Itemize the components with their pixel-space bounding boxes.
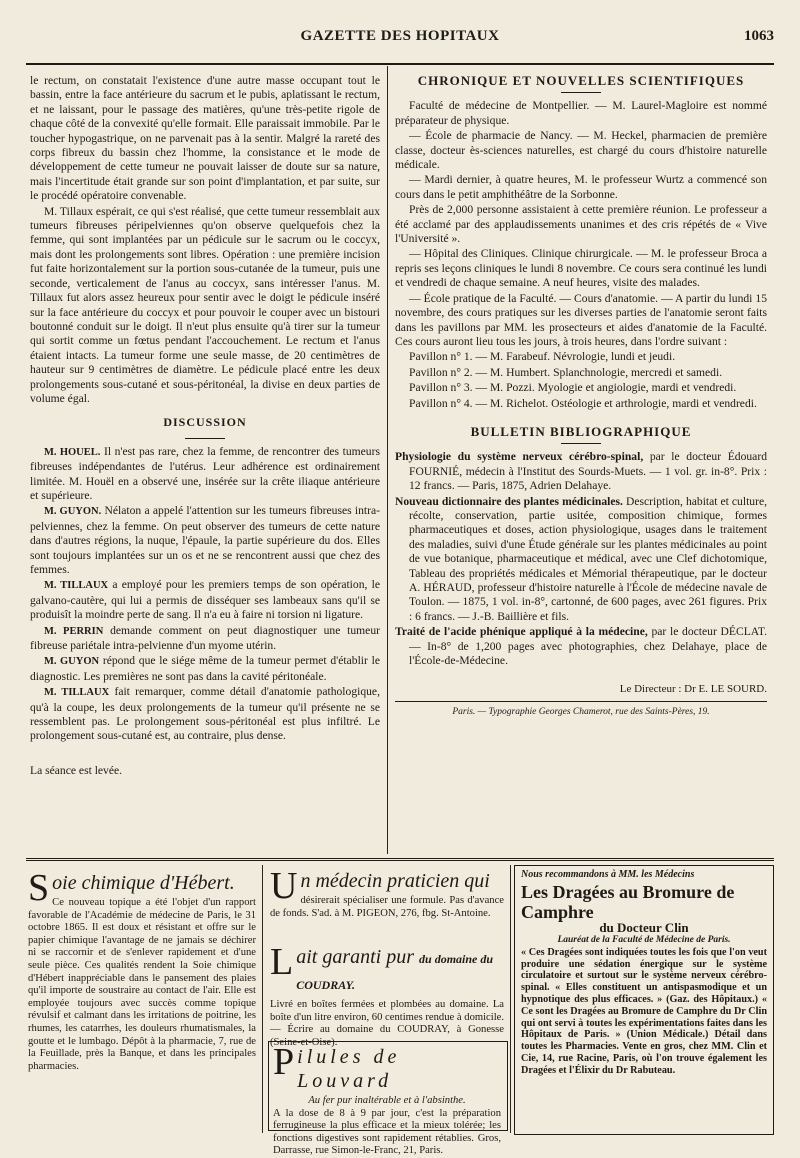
- news-item: Près de 2,000 personne assistaient à cette première réunion. Le professeur a été acclamé par des applaudissements unanimes et des cris répétés de « Vive l'Université ».: [395, 203, 767, 246]
- drop-cap: L: [270, 941, 294, 983]
- bibliography-entry: [395, 450, 767, 493]
- ad-pilules-louvard: [268, 1041, 508, 1157]
- article-paragraph: le rectum, on constatait l'existence d'une autre masse occupant tout le bassin, entre la face antérieure du sacrum et le pubis, aplatissant le rectum, et ne laissant, pour le passage des matières, qu'une très-petite rigole de chaque côté de la convexité qu'elle formait. Elle paraissait immobile. Par le toucher hypogastrique, on ne parvenait pas à la sentir. Malgré la rareté des corps fibreux du bassin chez l'homme, la consistance et le mode de développement de cette tumeur ne pouvait laisser de doute sur sa nature, mais l'incertitude était grande sur son point d'implantation, et par suite, sur le procédé opératoire convenable.: [30, 74, 380, 203]
- ad-divider: [262, 865, 263, 1133]
- ad-text: Ce nouveau topique a été l'objet d'un rapport favorable de l'Académie de médecine de Paris, le 31 octobre 1865. Il est doux et résistant et offre sur le papier chimique l'avantage de ne jamais se déchirer ni se raccornir et de s'enlever rapidement et d'une seule pièce. Ces qualités rendent la Soie chimique d'Hébert inappréciable dans le pansement des plaies qu'il importe de soustraire au contact de l'air. Elle est employée toujours avec succès comme topique révulsif et calmant dans les irritations de poitrine, les rhumes, les catarrhes, les douleurs rhumatismales, la goutte et le lumbago. Dépôt à la pharmacie, 7, rue de la Feuillade, près la Banque, et dans les principales pharmacies.: [28, 897, 256, 1072]
- book-title: Traité de l'acide phénique appliqué à la médecine,: [395, 625, 648, 639]
- book-title: Physiologie du système nerveux cérébro-spinal,: [395, 450, 644, 464]
- ad-title: Un médecin praticien qui: [270, 865, 490, 907]
- drop-cap: P: [273, 1041, 295, 1083]
- news-item: — École de pharmacie de Nancy. — M. Heckel, pharmacien de première classe, docteur ès-sciences naturelles, est chargé du cours d'histoire naturelle médicale.: [395, 129, 767, 172]
- book-details: Description, habitat et culture, récolte, conservation, partie usitée, composition chimique, formes pharmaceutiques et doses, action physiologique, usages dans le traitement des maladies, suivi d'une Étude générale sur les plantes médicinales au point de vue botanique, pharmaceutique et médical, avec une Clef dichotomique, Tableau des propriétés médicales et Mémorial thérapeutique, par le docteur A. HÉRAUD, professeur d'histoire naturelle à l'École de médecine navale de Toulon. — 1875, 1 vol. in-8°, cartonné, de 600 pages, avec 261 figures. Prix : 6 francs. — J.-B. Baillière et fils.: [409, 494, 767, 623]
- ad-text: désirerait spécialiser une formule. Pas d'avance de fonds. S'ad. à M. PIGEON, 276, fbg. St-Antoine.: [270, 895, 504, 919]
- heading-rule: [185, 438, 225, 439]
- heading-rule: [561, 92, 601, 93]
- ad-text: « Ces Dragées sont indiquées toutes les fois que l'on veut produire une sédation énergique sur le système circulatoire et surtout sur le système nerveux cérébro-spinal. « Elles constituent un antispasmodique et un hypnotique des plus efficaces. » (Gaz. des Hôpitaux.) « Ce sont les Dragées au Bromure de Camphre du Dr Clin qui ont servi à toutes les expérimentations faites dans les Hôpitaux de Paris. » (Union Médicale.) Détail dans toutes les Pharmacies. Vente en gros, chez MM. Clin et Cie, 14, rue Racine, Paris, où l'on trouve également les Dragées et l'Élixir du Dr Rabuteau.: [521, 946, 767, 1076]
- discussion-entry: [30, 685, 380, 744]
- article-paragraph: M. Tillaux espérait, ce qui s'est réalisé, que cette tumeur ressemblait aux tumeurs fibreuses péripelviennes qu'on observe quelquefois chez la femme, qui sont implantées par un pédicule sur le sacrum ou le coccyx, mais dont les prolongements sont libres. Opération : une première incision fut faite horizontalement sur la portion sous-cutanée de la tumeur, puis une seconde, verticalement de l'anus au coccyx, sans intéresser l'anus. M. Tillaux fut alors assez heureux pour sentir avec le doigt le pédicule inséré sur la face antérieure du coccyx et pour pouvoir le couper avec un bistouri boutonné conduit sur le doigt. Il n'eut plus ensuite qu'à tirer sur la tumeur qui sortit comme un fœtus pendant l'accouchement. Le rectum et l'anus étaient intacts. La tumeur forme une seule masse, de 20 centimètres de hauteur sur 9 centimètres de diamètre. Le pédicule placé entre les deux prolongements sous-cutané et sous-péritonéal, la divise en deux parties de volume égal.: [30, 204, 380, 405]
- speaker-name: M. TILLAUX: [44, 687, 110, 699]
- discussion-entry: [30, 654, 380, 684]
- pavilion-item: Pavillon n° 3. — M. Pozzi. Myologie et angiologie, mardi et vendredi.: [409, 381, 737, 395]
- speaker-name: M. GUYON: [44, 656, 100, 668]
- speaker-text: fait remarquer, comme détail d'anatomie pathologique, qu'à la coupe, les deux prolongements de la tumeur qu'il présente ne se ressemblent pas. Le prolongement sous-péritonéal est plus infiltré. Le prolongement sous-cutané est, au contraire, plus dense.: [30, 685, 380, 743]
- ad-recommendation: Nous recommandons à MM. les Médecins: [521, 869, 695, 880]
- bibliography-entry: [395, 625, 767, 668]
- drop-cap: S: [28, 867, 50, 909]
- advertisements-band: [26, 858, 774, 1157]
- right-column: [395, 74, 767, 719]
- speaker-text: répond que le siége même de la tumeur permet d'établir le diagnostic. Les premières ne sont pas dans la cavité péritonéale.: [30, 654, 380, 683]
- speaker-text: demande comment on peut diagnostiquer une tumeur fibreuse pariétale intra-pelvienne d'un myome utérin.: [30, 623, 380, 653]
- discussion-entry: [30, 578, 380, 622]
- ad-subtitle: du Docteur Clin: [599, 919, 689, 935]
- ad-divider: [510, 865, 511, 1133]
- running-title: GAZETTE DES HOPITAUX: [300, 28, 500, 44]
- news-item: Faculté de médecine de Montpellier. — M. Laurel-Magloire est nommé préparateur de physique.: [395, 99, 767, 127]
- speaker-name: M. PERRIN: [44, 625, 104, 637]
- ad-title: Les Dragées au Bromure de Camphre: [521, 881, 735, 922]
- speaker-name: M. GUYON.: [44, 506, 102, 518]
- chronique-heading: CHRONIQUE ET NOUVELLES SCIENTIFIQUES: [417, 73, 745, 88]
- ad-subtitle: Au fer pur inaltérable et à l'absinthe.: [308, 1095, 466, 1106]
- page-header: [26, 28, 774, 62]
- header-rule: [26, 63, 774, 65]
- ad-title: Pilules de Louvard: [273, 1041, 401, 1092]
- book-title: Nouveau dictionnaire des plantes médicinales.: [395, 494, 623, 508]
- ad-laureat: Lauréat de la Faculté de Médecine de Paris.: [557, 935, 731, 946]
- speaker-text: Il n'est pas rare, chez la femme, de rencontrer des tumeurs fibreuses indépendantes de l'utérus. Leur adhérence est ordinairement limitée. M. Houël en a observé une, insérée sur la crête iliaque antérieure et supérieure.: [30, 444, 380, 502]
- speaker-text: a employé pour les premiers temps de son opération, le galvano-cautère, qui lui a permis de disséquer ses lambeaux sans qu'il se produisît la moindre perte de sang. Il n'a eu à faire ni torsion ni ligature.: [30, 578, 380, 622]
- news-item: — Hôpital des Cliniques. Clinique chirurgicale. — M. le professeur Broca a repris ses leçons cliniques le lundi 8 novembre. Ce cours sera continué les lundi et vendredi de chaque semaine. A neuf heures, visite des malades.: [395, 247, 767, 290]
- speaker-text: Nélaton a appelé l'attention sur les tumeurs fibreuses intra-pelviennes, chez la femme. On peut observer des tumeurs de cette nature dans d'autres régions, la nuque, l'épaule, la partie supérieure du dos. Elles sont toujours implantées sur un os et ne se rencontrent aussi que chez des femmes.: [30, 504, 381, 576]
- news-item: — Mardi dernier, à quatre heures, M. le professeur Wurtz a commencé son cours dans le petit amphithéâtre de la Sorbonne.: [395, 173, 767, 201]
- director-signature: Le Directeur : Dr E. LE SOURD.: [619, 683, 767, 696]
- heading-rule: [561, 443, 601, 444]
- bibliography-entry: [395, 495, 767, 625]
- book-details: par le docteur Édouard FOURNIÉ, médecin à l'Institut des Sourds-Muets. — 1 vol. gr. in-8°. Prix : 12 francs. — Paris, 1875, Adrien Delahaye.: [409, 450, 767, 493]
- pavilion-item: Pavillon n° 2. — M. Humbert. Splanchnologie, mercredi et samedi.: [409, 365, 723, 379]
- pavilion-item: Pavillon n° 4. — M. Richelot. Ostéologie et arthrologie, mardi et vendredi.: [409, 396, 757, 410]
- ad-soie-chimique: [28, 867, 256, 1073]
- ad-medecin-praticien: [270, 865, 504, 920]
- news-item: — École pratique de la Faculté. — Cours d'anatomie. — A partir du lundi 15 novembre, des cours pratiques sur les diverses parties de l'anatomie seront faits dans les pavillons par MM. les prosecteurs et aides d'anatomie de la Faculté. Ces cours auront lieu tous les jours, à trois heures, dans l'ordre suivant :: [395, 291, 767, 348]
- page-number: 1063: [744, 28, 774, 44]
- bulletin-heading: BULLETIN BIBLIOGRAPHIQUE: [470, 423, 692, 439]
- session-closing: La séance est levée.: [30, 763, 123, 777]
- printer-imprint: Paris. — Typographie Georges Chamerot, rue des Saints-Pères, 19.: [452, 706, 710, 717]
- drop-cap: L: [521, 881, 534, 902]
- speaker-name: M. HOUEL.: [44, 446, 101, 458]
- column-divider: [387, 66, 388, 854]
- left-column: [30, 74, 380, 779]
- discussion-heading: DISCUSSION: [163, 415, 247, 430]
- drop-cap: U: [270, 865, 298, 907]
- ad-text: A la dose de 8 à 9 par jour, c'est la préparation ferrugineuse la plus efficace et la mieux tolérée; les fonctions digestives sont rapidement rétablies. Gros, Darrasse, rue Simon-le-Franc, 21, Paris.: [273, 1107, 501, 1157]
- ad-dragees-clin: [514, 865, 774, 1135]
- ad-lait-garanti: [270, 941, 504, 1049]
- ad-text: Livré en boîtes fermées et plombées au domaine. La boîte d'un litre environ, 60 centimes rendue à domicile. — Écrire au domaine du COUDRAY, à Gonesse (Seine-et-Oise).: [270, 999, 504, 1048]
- discussion-entry: [30, 624, 380, 654]
- imprint-rule: [395, 701, 767, 702]
- ad-title: Lait garanti pur du domaine du COUDRAY.: [270, 941, 494, 992]
- discussion-entry: [30, 445, 380, 504]
- pavilion-item: Pavillon n° 1. — M. Farabeuf. Névrologie, lundi et jeudi.: [409, 350, 676, 364]
- speaker-name: M. TILLAUX: [44, 580, 109, 592]
- discussion-entry: [30, 504, 380, 577]
- ad-title: Soie chimique d'Hébert.: [28, 867, 235, 909]
- book-details: par le docteur DÉCLAT. — In-8° de 1,200 pages avec photographies, chez Delahaye, place de l'École-de-Médecine.: [409, 625, 767, 668]
